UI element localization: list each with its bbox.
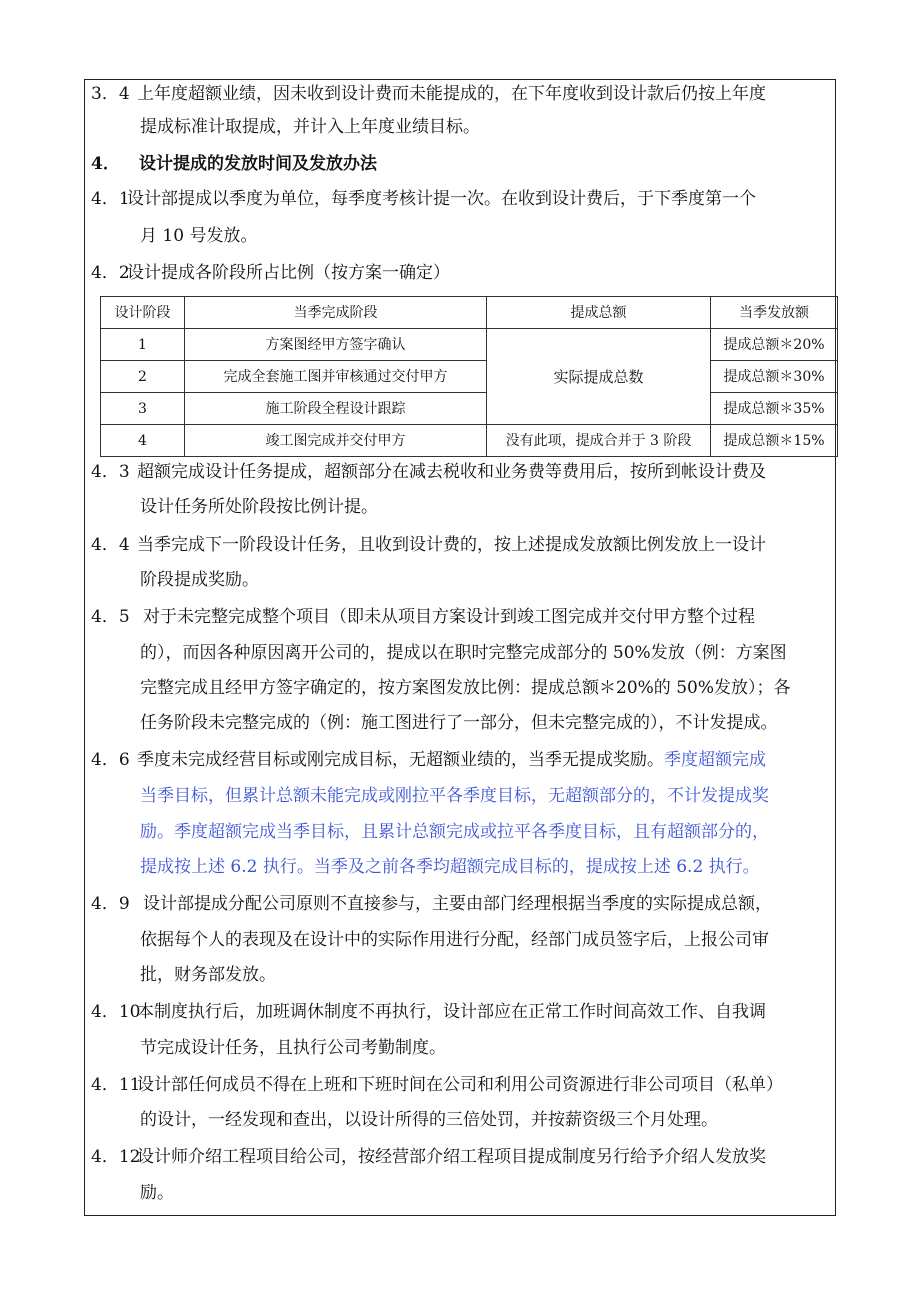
sec-4-6-line2: 当季目标，但累计总额未能完成或刚拉平各季度目标，无超额部分的，不计发提成奖 [140, 786, 769, 806]
sec-4-4-line2: 阶段提成奖励。 [140, 570, 259, 590]
sec-4-9-line1: 4．9 设计部提成分配公司原则不直接参与，主要由部门经理根据当季度的实际提成总额， [91, 894, 772, 914]
sec-4-6-line3: 励。季度超额完成当季目标，且累计总额完成或拉平各季度目标，且有超额部分的， [140, 822, 769, 842]
sec-4-12-line1: 4．12设计师介绍工程项目给公司，按经营部介绍工程项目提成制度另行给予介绍人发放奖 [91, 1147, 766, 1167]
table-row: 4 竣工图完成并交付甲方 没有此项，提成合并于 3 阶段 提成总额＊15% [101, 425, 838, 457]
header-stage: 设计阶段 [101, 297, 185, 329]
sec-4-9-number: 4．9 [91, 894, 130, 914]
sec-4-12-line2: 励。 [140, 1183, 174, 1203]
sec-4-3-line2: 设计任务所处阶段按比例计提。 [140, 497, 378, 517]
sec-4-6-line1: 4．6 季度未完成经营目标或刚完成目标，无超额业绩的，当季无提成奖励。季度超额完成 [91, 750, 766, 770]
sec-4-heading [91, 154, 377, 174]
sec-4-1-number: 4．1 [91, 189, 130, 209]
sec-4-11-number: 4．11 [91, 1075, 141, 1095]
table-row: 3 施工阶段全程设计跟踪 提成总额＊35% [101, 393, 838, 425]
sec-4-10-line1: 4．10本制度执行后，加班调休制度不再执行，设计部应在正常工作时间高效工作、自我调 [91, 1002, 766, 1022]
sec-4-5-number: 4．5 [91, 607, 130, 627]
table-row: 1 方案图经甲方签字确认 实际提成总数 提成总额＊20% [101, 329, 838, 361]
header-total: 提成总额 [487, 297, 711, 329]
sec-4-12-number: 4．12 [91, 1147, 141, 1167]
sec-3-4-line1: 3．4 上年度超额业绩，因未收到设计费而未能提成的，在下年度收到设计款后仍按上年度 [91, 84, 766, 104]
sec-4-2-line1: 4．2设计提成各阶段所占比例（按方案一确定） [91, 263, 450, 283]
sec-4-number: 4． [91, 154, 120, 174]
sec-4-6-number: 4．6 [91, 750, 130, 770]
sec-4-10-line2: 节完成设计任务，且执行公司考勤制度。 [140, 1038, 446, 1058]
sec-4-11-line2: 的设计，一经发现和查出，以设计所得的三倍处罚，并按薪资级三个月处理。 [140, 1110, 718, 1130]
sec-4-4-line1: 4．4 当季完成下一阶段设计任务，且收到设计费的，按上述提成发放额比例发放上一设计 [91, 535, 766, 555]
sec-4-10-number: 4．10 [91, 1002, 141, 1022]
sec-4-3-number: 4．3 [91, 462, 130, 482]
sec-4-5-line1: 4．5 对于未完整完成整个项目（即未从项目方案设计到竣工图完成并交付甲方整个过程 [91, 607, 755, 627]
sec-3-4-line2: 提成标准计取提成，并计入上年度业绩目标。 [140, 117, 480, 137]
sec-4-1-line2: 月 10 号发放。 [140, 226, 258, 246]
sec-4-9-line2: 依据每个人的表现及在设计中的实际作用进行分配，经部门成员签字后，上报公司审 [140, 930, 769, 950]
header-payout: 当季发放额 [711, 297, 838, 329]
sec-4-4-number: 4．4 [91, 535, 130, 555]
sec-4-2-number: 4．2 [91, 263, 130, 283]
sec-4-11-line1: 4．11设计部任何成员不得在上班和下班时间在公司和利用公司资源进行非公司项目（私单） [91, 1075, 783, 1095]
sec-4-5-line3: 完整完成且经甲方签字确定的，按方案图发放比例：提成总额＊20%的 50%发放）；各 [140, 678, 791, 698]
sec-4-5-line2: 的），而因各种原因离开公司的，提成以在职时完整完成部分的 50%发放（例：方案图 [140, 643, 787, 663]
sec-4-1-line1: 4．1设计部提成以季度为单位，每季度考核计提一次。在收到设计费后，于下季度第一个 [91, 189, 756, 209]
sec-4-5-line4: 任务阶段未完整完成的（例：施工图进行了一部分，但未完整完成的），不计发提成。 [140, 713, 778, 733]
header-desc: 当季完成阶段 [185, 297, 487, 329]
table-row: 2 完成全套施工图并审核通过交付甲方 提成总额＊30% [101, 361, 838, 393]
table-header-row [101, 297, 838, 329]
sec-3-4-number: 3．4 [91, 84, 130, 104]
sec-4-title: 设计提成的发放时间及发放办法 [139, 154, 377, 174]
stage-ratio-table [100, 296, 838, 457]
merged-total-cell: 实际提成总数 [487, 329, 711, 425]
sec-4-9-line3: 批，财务部发放。 [140, 965, 276, 985]
sec-4-3-line1: 4．3 超额完成设计任务提成，超额部分在减去税收和业务费等费用后，按所到帐设计费及 [91, 462, 766, 482]
sec-4-6-line4: 提成按上述 6.2 执行。当季及之前各季均超额完成目标的，提成按上述 6.2 执行。 [140, 857, 760, 877]
